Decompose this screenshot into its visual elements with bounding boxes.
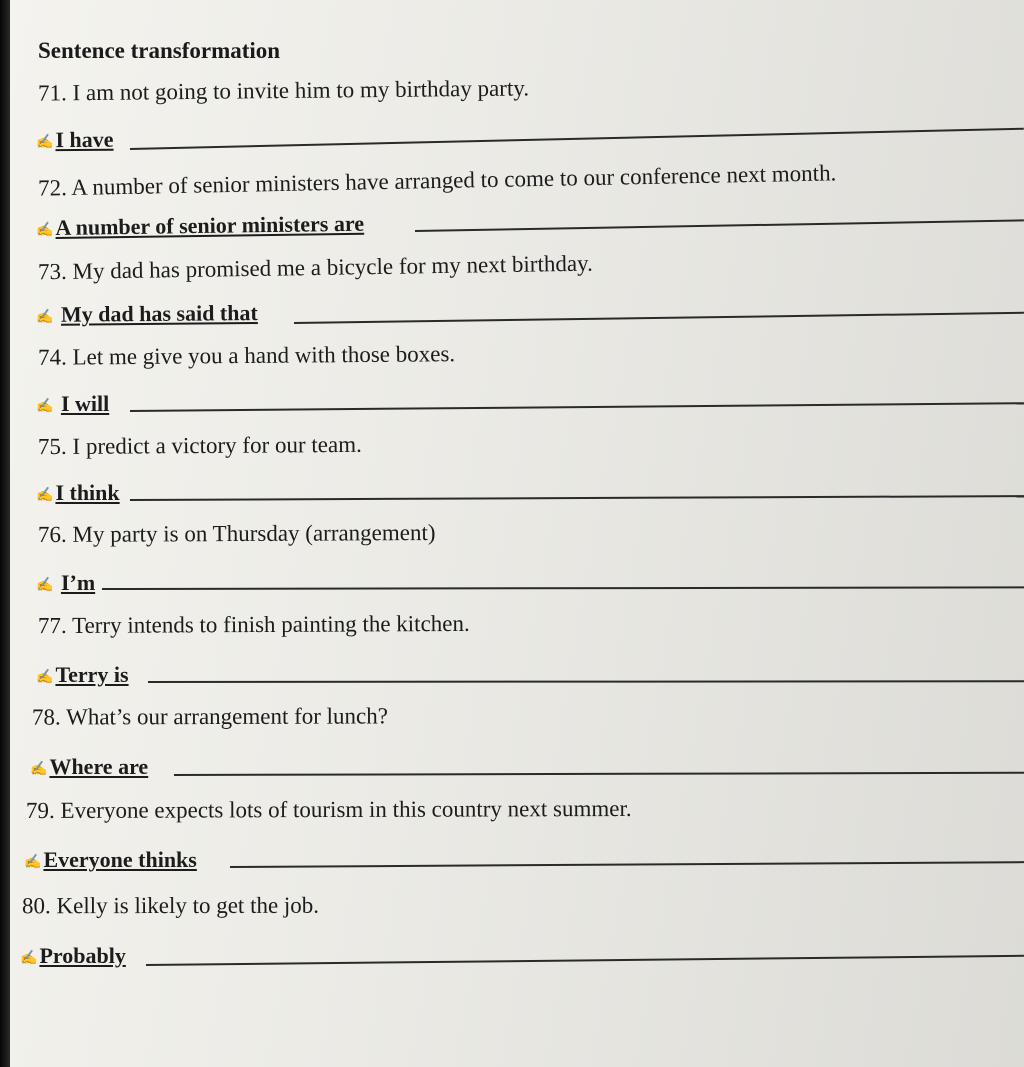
answer-line-75[interactable] [130,495,1024,501]
question-79: 79. Everyone expects lots of tourism in this country next summer. [25,795,632,824]
prompt-text: Where are [49,754,149,779]
prompt-text: Terry is [55,662,129,687]
question-75: 75. I predict a victory for our team. [37,431,362,460]
pen-icon: ✍ [36,488,54,503]
pen-icon: ✍ [35,309,54,325]
prompt-text: I will [60,391,110,416]
question-77: 77. Terry intends to finish painting the kitchen. [37,610,470,639]
pen-icon: ✍ [24,855,42,870]
pen-icon: ✍ [36,578,54,593]
answer-line-80[interactable] [146,955,1024,966]
answer-line-76[interactable] [102,586,1024,590]
answer-prompt-77 [36,662,129,688]
pen-icon: ✍ [35,135,54,151]
pen-icon: ✍ [20,951,38,966]
answer-line-73[interactable] [294,312,1024,324]
answer-prompt-80 [20,943,126,969]
answer-line-74[interactable] [130,402,1024,412]
pen-icon: ✍ [36,670,54,685]
answer-line-72[interactable] [415,219,1024,232]
pen-icon: ✍ [36,399,54,414]
answer-prompt-71 [36,127,114,154]
answer-prompt-78 [30,754,148,780]
worksheet-page [10,0,1024,1067]
prompt-text: A number of senior ministers are [55,210,365,241]
pen-icon: ✍ [30,762,48,777]
answer-line-78[interactable] [174,772,1024,776]
answer-prompt-79 [24,847,197,873]
question-72: 72. A number of senior ministers have arranged to come to our conference next month. [37,160,837,201]
prompt-text: I think [55,480,120,505]
answer-line-71[interactable] [130,128,1024,150]
page-edge-shadow [0,0,10,1067]
prompt-text: Probably [39,943,126,968]
answer-line-79[interactable] [230,861,1024,868]
question-71: 71. I am not going to invite him to my birthday party. [37,75,530,106]
question-78: 78. What’s our arrangement for lunch? [31,703,388,730]
pen-icon: ✍ [35,223,54,239]
answer-prompt-74 [36,391,109,417]
prompt-text: I’m [60,570,96,595]
question-73: 73. My dad has promised me a bicycle for my next birthday. [37,250,593,285]
answer-prompt-76 [36,570,95,596]
question-76: 76. My party is on Thursday (arrangement) [37,519,436,548]
answer-prompt-73 [36,300,258,328]
question-80: 80. Kelly is likely to get the job. [21,892,320,919]
answer-line-77[interactable] [148,680,1024,683]
prompt-text: My dad has said that [60,300,258,327]
answer-prompt-75 [36,480,120,506]
question-74: 74. Let me give you a hand with those boxes. [37,341,456,370]
section-title: Sentence transformation [38,38,281,63]
prompt-text: Everyone thinks [43,847,197,872]
answer-prompt-72 [36,211,364,242]
prompt-text: I have [55,126,114,153]
